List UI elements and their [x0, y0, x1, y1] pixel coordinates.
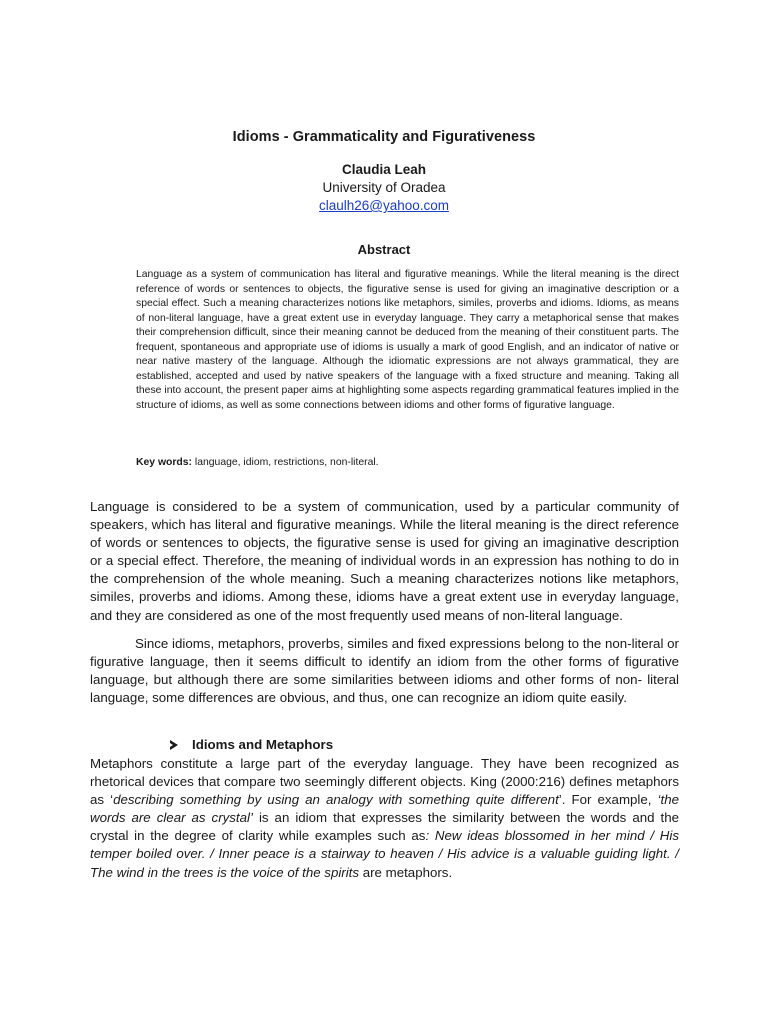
p3-text-c: ’. For example, — [558, 792, 658, 808]
abstract-text: Language as a system of communication has literal and figurative meanings. While the literal meaning is the direct reference of words or sentences to objects, the figurative sense is used for giving an imaginative description or a special effect. Such a meaning characterizes notions like metaphors, similes, proverbs and idioms. Idioms, as means of non-literal language, have a great extent use in everyday language. They carry a metaphorical sense that makes their comprehension difficult, since their meaning cannot be deduced from the meaning of their constituent parts. The frequent, spontaneous and appropriate use of idioms is usually a mark of good English, and an indicator of native or near native mastery of the language. Although the idiomatic expressions are not always grammatical, they are established, accepted and used by native speakers of the language with a fixed structure and meaning. Taking all these into account, the present paper aims at highlighting some aspects regarding grammatical features implied in the structure of idioms, as well as some connections between idioms and other forms of figurative language. — [136, 269, 679, 411]
keywords — [136, 456, 679, 470]
abstract-heading: Abstract — [357, 242, 411, 257]
author-affiliation: University of Oradea — [322, 180, 446, 195]
body-paragraph-3 — [90, 755, 679, 882]
body-paragraph-2: Since idioms, metaphors, proverbs, similes and fixed expressions belong to the non-literal or figurative language, then it seems difficult to identify an idiom from the other forms of figurative language, but although there are some similarities between idioms and other forms of non- literal language, some differences are obvious, and thus, one can recognize an idiom quite easily. — [90, 636, 679, 706]
author-block — [0, 161, 768, 215]
paper-title: Idioms - Grammaticality and Figurativeness — [232, 129, 536, 145]
p3-text-e: is an idiom that expresses the similarity between the words and the crystal in the degree of clarity while examples such as — [90, 810, 679, 844]
p3-idiom-example: ‘the words are clear as crystal’ — [90, 792, 679, 826]
keywords-label: Key words: — [136, 457, 193, 468]
author-name: Claudia Leah — [341, 162, 427, 177]
p3-quote-definition: describing something by using an analogy with something quite different — [113, 792, 559, 808]
p3-text-g: are metaphors. — [359, 864, 453, 880]
section-heading-label: Idioms and Metaphors — [192, 737, 334, 752]
p3-metaphor-examples: : New ideas blossomed in her mind / His temper boiled over. / Inner peace is a stairway to heaven / His advice is a valuable guiding light. / The wind in the trees is the voice of the spirits — [90, 828, 679, 880]
author-email-link[interactable]: claulh26@yahoo.com — [318, 198, 450, 213]
section-heading-idioms-metaphors — [170, 737, 333, 752]
arrow-bullet-icon — [170, 740, 178, 750]
keywords-list: language, idiom, restrictions, non-literal. — [192, 457, 379, 468]
body-paragraph-1: Language is considered to be a system of communication, used by a particular community of speakers, which has literal and figurative meanings. While the literal meaning is the direct reference of words or sentences to objects, the figurative sense is used for giving an imaginative description or a special effect. Therefore, the meaning of individual words in an expression has nothing to do in the comprehension of the whole meaning. Such a meaning characterizes notions like metaphors, similes, proverbs and idioms. Among these, idioms have a great extent use in everyday language, and they are considered as one of the most frequently used means of non-literal language. — [90, 499, 679, 623]
p3-text-a: Metaphors constitute a large part of the everyday language. They have been recognized as rhetorical devices that compare two seemingly different objects. King (2000:216) defines metaphors as ‘ — [90, 756, 679, 808]
